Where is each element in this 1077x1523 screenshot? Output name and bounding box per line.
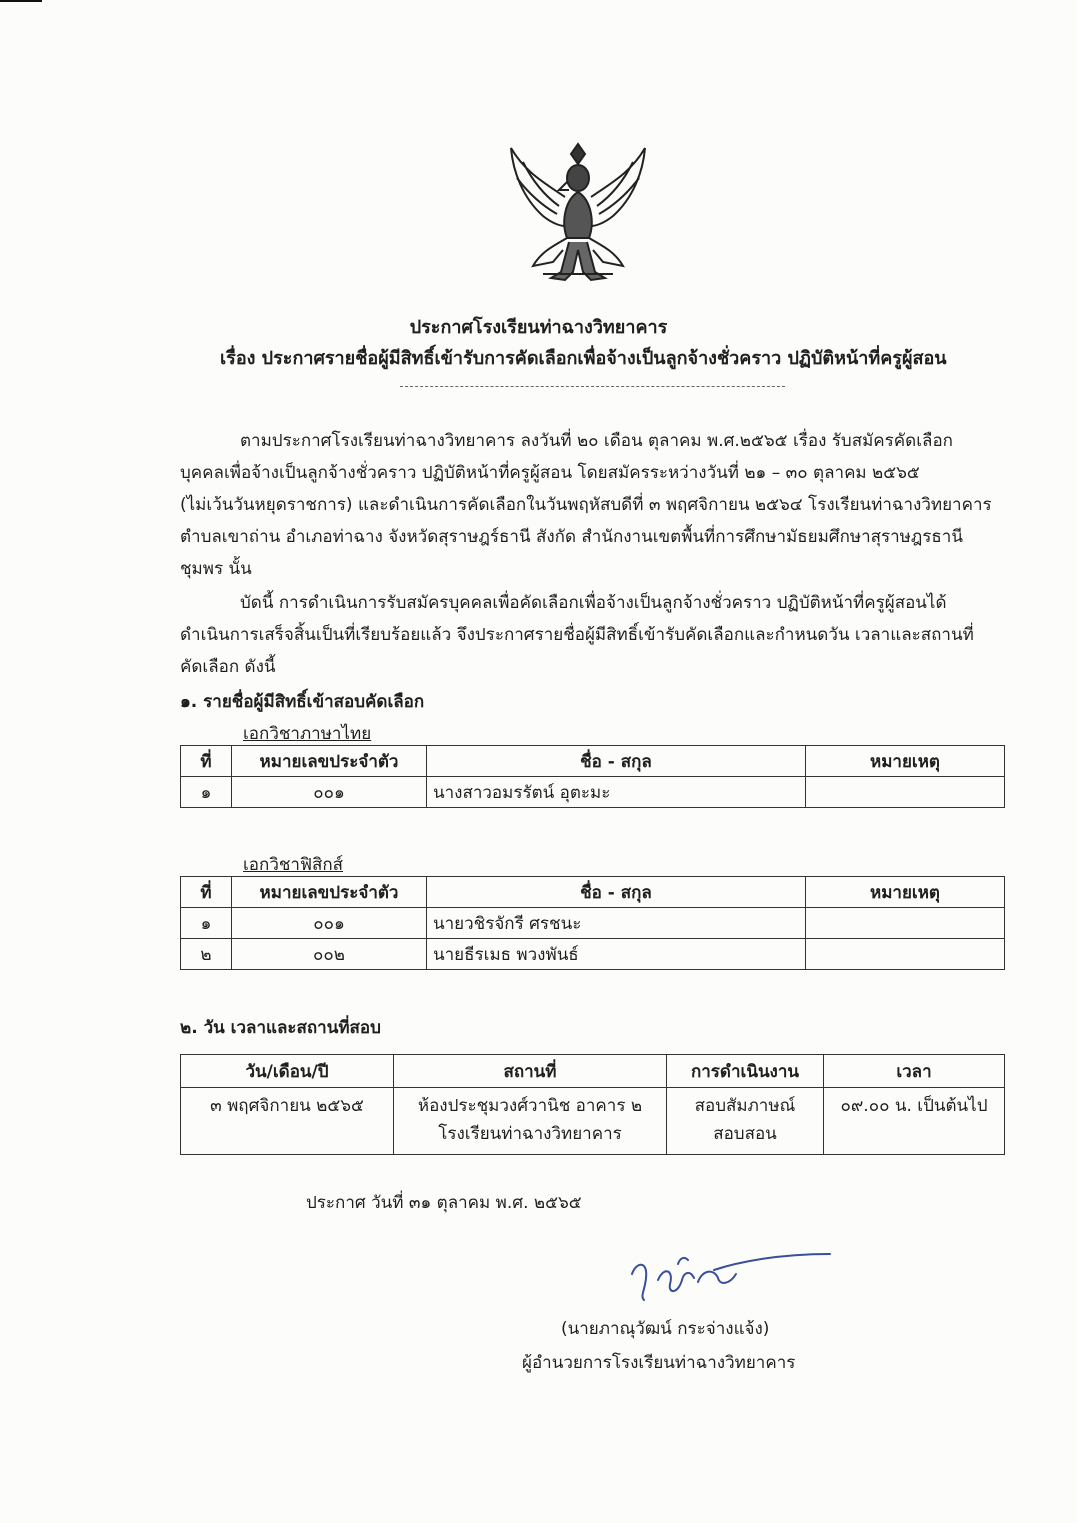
subject-line: เรื่อง ประกาศรายชื่อผู้มีสิทธิ์เข้ารับการคัดเลือกเพื่อจ้างเป็นลูกจ้างชั่วคราว ปฏิบัติหน้าที่ครูผู้สอน [220, 348, 947, 369]
table-row [181, 777, 1005, 808]
schedule-place-line: ห้องประชุมวงศ์วานิช อาคาร ๒ [417, 1096, 643, 1116]
schedule-activity [667, 1088, 824, 1155]
row-id: ๐๐๒ [232, 939, 427, 970]
schedule-time: ๐๙.๐๐ น. เป็นต้นไป [824, 1088, 1005, 1155]
table-row [181, 908, 1005, 939]
paragraph-line: ตามประกาศโรงเรียนท่าฉางวิทยาคาร ลงวันที่ ๒๐ เดือน ตุลาคม พ.ศ.๒๕๖๕ เรื่อง รับสมัครคัดเลือก [240, 431, 953, 451]
schedule-place [394, 1088, 667, 1155]
schedule-activity-line: สอบสอน [713, 1124, 777, 1144]
row-no: ๑ [181, 777, 232, 808]
row-note [806, 939, 1005, 970]
col-date-header: วัน/เดือน/ปี [181, 1055, 394, 1088]
schedule-place-line: โรงเรียนท่าฉางวิทยาคาร [438, 1124, 622, 1144]
col-no-header: ที่ [181, 877, 232, 908]
paragraph-line: คัดเลือก ดังนี้ [180, 657, 276, 677]
schedule-date: ๓ พฤศจิกายน ๒๕๖๕ [181, 1088, 394, 1155]
col-place-header: สถานที่ [394, 1055, 667, 1088]
table-header-row [181, 1055, 1005, 1088]
candidates-table-thai [180, 745, 1005, 808]
row-name: นายวชิรจักรี ศรชนะ [427, 908, 806, 939]
row-no: ๒ [181, 939, 232, 970]
signature-image [618, 1244, 836, 1312]
row-no: ๑ [181, 908, 232, 939]
paragraph-line: ดำเนินการเสร็จสิ้นเป็นที่เรียบร้อยแล้ว จึงประกาศรายชื่อผู้มีสิทธิ์เข้ารับคัดเลือกและกำหนดวัน เวลาและสถานที่ [180, 625, 974, 645]
signer-name: (นายภาณุวัฒน์ กระจ่างแจ้ง) [561, 1319, 770, 1339]
schedule-table [180, 1054, 1005, 1155]
table-row [181, 939, 1005, 970]
col-id-header: หมายเลขประจำตัว [232, 877, 427, 908]
section1-heading: ๑. รายชื่อผู้มีสิทธิ์เข้าสอบคัดเลือก [180, 692, 425, 712]
col-activity-header: การดำเนินงาน [667, 1055, 824, 1088]
row-note [806, 777, 1005, 808]
row-note [806, 908, 1005, 939]
col-time-header: เวลา [824, 1055, 1005, 1088]
paragraph-line: ชุมพร นั้น [180, 559, 252, 579]
table-row [181, 1088, 1005, 1155]
table-header-row [181, 877, 1005, 908]
announce-date: ประกาศ วันที่ ๓๑ ตุลาคม พ.ศ. ๒๕๖๕ [306, 1193, 582, 1213]
row-name: นายธีรเมธ พวงพันธ์ [427, 939, 806, 970]
paragraph-line: บัดนี้ การดำเนินการรับสมัครบุคคลเพื่อคัดเลือกเพื่อจ้างเป็นลูกจ้างชั่วคราว ปฏิบัติหน้าที่ครูผู้สอนได้ [240, 593, 947, 613]
page-title: ประกาศโรงเรียนท่าฉางวิทยาคาร [409, 317, 668, 338]
col-no-header: ที่ [181, 746, 232, 777]
subject-group-label: เอกวิชาภาษาไทย [243, 724, 372, 744]
signer-position: ผู้อำนวยการโรงเรียนท่าฉางวิทยาคาร [522, 1353, 796, 1373]
paragraph-line: (ไม่เว้นวันหยุดราชการ) และดำเนินการคัดเลือกในวันพฤหัสบดีที่ ๓ พฤศจิกายน ๒๕๖๔ โรงเรียนท่าฉางวิทยาคาร [180, 495, 992, 515]
garuda-emblem-icon [503, 142, 653, 288]
divider-line [400, 386, 785, 387]
col-note-header: หมายเหตุ [806, 746, 1005, 777]
col-name-header: ชื่อ - สกุล [427, 746, 806, 777]
paragraph-line: ตำบลเขาถ่าน อำเภอท่าฉาง จังหวัดสุราษฎร์ธานี สังกัด สำนักงานเขตพื้นที่การศึกษามัธยมศึกษาสุราษฎรธานี [180, 527, 963, 547]
row-id: ๐๐๑ [232, 777, 427, 808]
col-name-header: ชื่อ - สกุล [427, 877, 806, 908]
paragraph-line: บุคคลเพื่อจ้างเป็นลูกจ้างชั่วคราว ปฏิบัติหน้าที่ครูผู้สอน โดยสมัครระหว่างวันที่ ๒๑ – ๓๐ ตุลาคม ๒๕๖๕ [180, 463, 920, 483]
row-id: ๐๐๑ [232, 908, 427, 939]
candidates-table-physics [180, 876, 1005, 970]
col-id-header: หมายเลขประจำตัว [232, 746, 427, 777]
row-name: นางสาวอมรรัตน์ อุตะมะ [427, 777, 806, 808]
subject-group-label: เอกวิชาฟิสิกส์ [243, 855, 344, 875]
section2-heading: ๒. วัน เวลาและสถานที่สอบ [180, 1018, 381, 1038]
schedule-activity-line: สอบสัมภาษณ์ [694, 1096, 796, 1116]
scan-corner-mark [0, 0, 42, 2]
col-note-header: หมายเหตุ [806, 877, 1005, 908]
table-header-row [181, 746, 1005, 777]
